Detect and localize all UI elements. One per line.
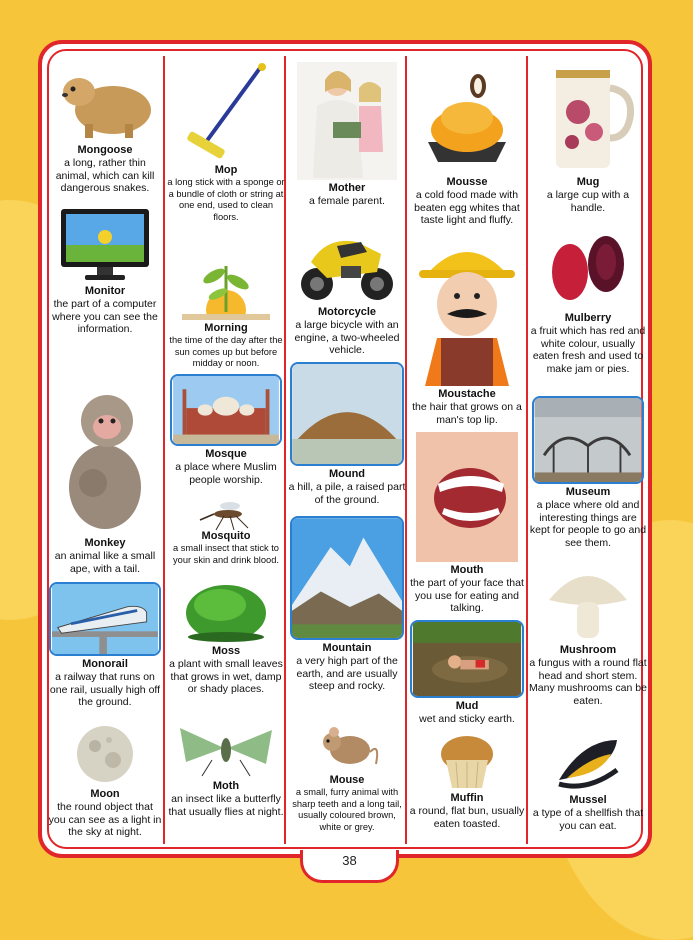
column-divider bbox=[163, 56, 165, 844]
entry-moustache bbox=[408, 234, 526, 426]
entry-word: Mouth bbox=[450, 564, 484, 576]
entry-mop bbox=[167, 62, 285, 223]
entry-word: Moon bbox=[90, 788, 120, 800]
entry-motorcycle bbox=[288, 222, 406, 357]
entry-definition: the time of the day after the sun comes up but before midday or noon. bbox=[169, 335, 283, 368]
mouse-image bbox=[314, 712, 380, 772]
mound-image bbox=[290, 362, 404, 466]
entry-mussel bbox=[529, 730, 647, 832]
entry-word: Mosque bbox=[205, 448, 247, 460]
entry-mulberry bbox=[529, 226, 647, 375]
moon-image bbox=[73, 722, 137, 786]
entry-word: Mother bbox=[328, 182, 366, 194]
entry-moss bbox=[167, 577, 285, 696]
column-divider bbox=[526, 56, 528, 844]
entry-mosquito bbox=[167, 494, 285, 566]
entry-word: Moss bbox=[211, 645, 241, 657]
entry-definition: a plant with small leaves that grows in wet, damp or shady places. bbox=[169, 658, 283, 695]
entry-definition: the hair that grows on a man's top lip. bbox=[412, 401, 522, 426]
entry-definition: an animal like a small ape, with a tail. bbox=[54, 550, 156, 575]
entry-word: Mud bbox=[455, 700, 479, 712]
entry-mouse bbox=[288, 712, 406, 833]
mouth-image bbox=[416, 432, 518, 562]
entry-definition: a large bicycle with an engine, a two-wheeled vehicle. bbox=[294, 319, 400, 356]
entry-word: Mousse bbox=[446, 176, 488, 188]
entry-monkey bbox=[48, 387, 162, 575]
entry-definition: a large cup with a handle. bbox=[546, 189, 630, 214]
motorcycle-image bbox=[297, 222, 397, 304]
entry-word: Monorail bbox=[82, 658, 128, 670]
entry-definition: a long, rather thin animal, which can kill dangerous snakes. bbox=[55, 157, 155, 194]
entry-museum bbox=[529, 396, 647, 549]
entry-monorail bbox=[48, 582, 162, 709]
entry-definition: a long stick with a sponge or a bundle of cloth or string at one end, used to clean floors. bbox=[167, 177, 285, 222]
page-number-tab bbox=[300, 850, 399, 883]
moth-image bbox=[172, 720, 280, 778]
entry-definition: a round, flat bun, usually eaten toasted. bbox=[409, 805, 525, 830]
entry-word: Mop bbox=[214, 164, 238, 176]
entry-definition: a hill, a pile, a raised part of the ground. bbox=[288, 481, 406, 506]
entry-definition: a cold food made with beaten egg whites that taste light and fluffy. bbox=[414, 189, 520, 226]
entry-definition: a fruit which has red and white colour, usually eaten fresh and used to make jam or pies. bbox=[530, 325, 646, 375]
entry-word: Mountain bbox=[322, 642, 372, 654]
entry-word: Motorcycle bbox=[317, 306, 377, 318]
morning-image bbox=[182, 256, 270, 320]
entry-definition: a small, furry animal with sharp teeth and a long tail, usually coloured brown, white or grey. bbox=[292, 787, 402, 832]
entry-word: Mushroom bbox=[559, 644, 617, 656]
entry-definition: the round object that you can see as a light in the sky at night. bbox=[48, 801, 162, 838]
entry-word: Mulberry bbox=[564, 312, 612, 324]
page-number: 38 bbox=[342, 853, 357, 868]
entry-definition: a female parent. bbox=[309, 195, 385, 207]
entry-mountain bbox=[288, 516, 406, 693]
entry-definition: the part of your face that you use for eating and talking. bbox=[410, 577, 524, 614]
entry-moth bbox=[167, 720, 285, 818]
mop-image bbox=[176, 62, 276, 162]
moustache-image bbox=[411, 234, 523, 386]
entry-mouth bbox=[408, 432, 526, 615]
entry-word: Mongoose bbox=[77, 144, 133, 156]
entry-word: Muffin bbox=[450, 792, 484, 804]
entry-monitor bbox=[48, 207, 162, 336]
entry-mother bbox=[288, 62, 406, 208]
entry-mosque bbox=[167, 374, 285, 486]
entry-word: Mosquito bbox=[201, 530, 251, 542]
muffin-image bbox=[436, 730, 498, 790]
entry-morning bbox=[167, 256, 285, 370]
entry-definition: an insect like a butterfly that usually flies at night. bbox=[168, 793, 284, 818]
monkey-image bbox=[55, 387, 155, 535]
moss-image bbox=[180, 577, 272, 643]
entry-word: Mouse bbox=[329, 774, 365, 786]
entry-mushroom bbox=[529, 558, 647, 707]
entry-word: Morning bbox=[204, 322, 248, 334]
entry-definition: wet and sticky earth. bbox=[419, 713, 515, 725]
mosquito-image bbox=[196, 494, 256, 534]
entry-word: Moustache bbox=[438, 388, 496, 400]
entry-mongoose bbox=[48, 62, 162, 195]
monitor-image bbox=[57, 207, 153, 283]
mushroom-image bbox=[545, 558, 631, 642]
entry-definition: the part of a computer where you can see the information. bbox=[52, 298, 158, 335]
entry-mousse bbox=[408, 62, 526, 227]
entry-word: Museum bbox=[565, 486, 611, 498]
entry-definition: a fungus with a round flat head and short stem. Many mushrooms can be eaten. bbox=[529, 657, 647, 707]
mug-image bbox=[538, 62, 638, 174]
mountain-image bbox=[290, 516, 404, 640]
entry-mud bbox=[408, 620, 526, 726]
monorail-image bbox=[49, 582, 161, 656]
mud-image bbox=[410, 620, 524, 698]
entry-muffin bbox=[408, 730, 526, 830]
mulberry-image bbox=[538, 226, 638, 310]
mother-image bbox=[297, 62, 397, 180]
entry-word: Mug bbox=[576, 176, 600, 188]
mosque-image bbox=[170, 374, 282, 446]
entry-definition: a small insect that stick to your skin and drink blood. bbox=[173, 543, 279, 565]
entry-word: Mussel bbox=[569, 794, 607, 806]
entry-word: Mound bbox=[328, 468, 366, 480]
mousse-image bbox=[418, 62, 516, 174]
entry-word: Monkey bbox=[84, 537, 126, 549]
mussel-image bbox=[553, 730, 623, 792]
museum-image bbox=[532, 396, 644, 484]
entry-mug bbox=[529, 62, 647, 214]
entry-mound bbox=[288, 362, 406, 506]
mongoose-image bbox=[55, 62, 155, 142]
entry-definition: a railway that runs on one rail, usually high off the ground. bbox=[49, 671, 161, 708]
entry-moon bbox=[48, 722, 162, 839]
entry-word: Monitor bbox=[84, 285, 126, 297]
entry-definition: a place where Muslim people worship. bbox=[175, 461, 277, 486]
entry-definition: a place where old and interesting things are kept for people to go and see them. bbox=[529, 499, 647, 549]
entry-word: Moth bbox=[212, 780, 240, 792]
entry-definition: a very high part of the earth, and are usually steep and rocky. bbox=[296, 655, 398, 692]
entry-definition: a type of a shellfish that you can eat. bbox=[532, 807, 644, 832]
